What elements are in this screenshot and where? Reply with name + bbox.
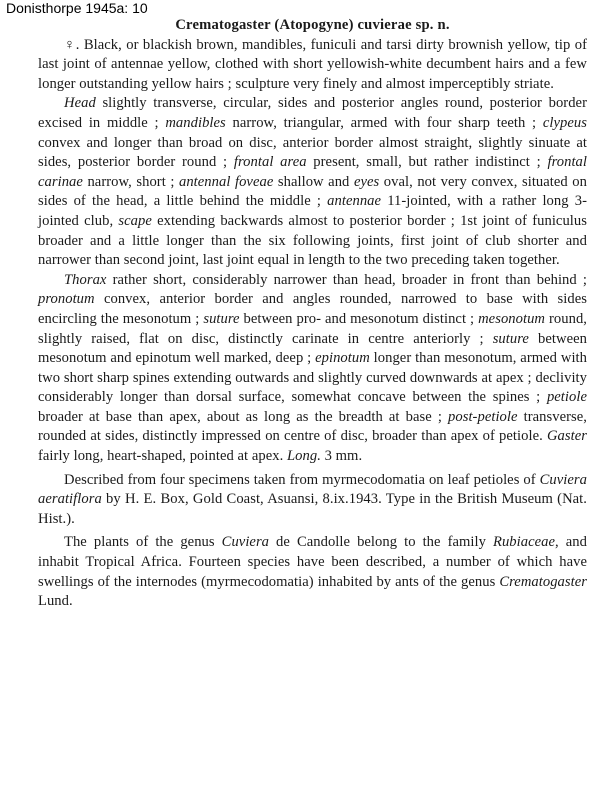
text-run: longer than mesonotum, armed with two short sharp spines extending outwards and slightly curved downwards at apex ; declivity considerably longer than dorsal surface, somewhat concave between the spines ; — [38, 350, 588, 406]
italic-term: epinotum — [315, 350, 370, 367]
italic-term: suture — [492, 330, 529, 347]
text-run: oval, not very convex, situated on sides of the head, a little behind the middle ; — [38, 173, 587, 210]
text-run: 3 mm. — [320, 448, 363, 465]
text-run: narrow, short ; — [82, 173, 179, 190]
italic-term: Thorax — [64, 271, 107, 288]
paragraph-head — [38, 94, 587, 270]
italic-term: post-petiole — [448, 408, 518, 425]
paragraph-thorax — [38, 271, 587, 467]
italic-term: mesonotum — [478, 310, 546, 327]
text-run: between mesonotum and epinotum well marked, deep ; — [38, 330, 587, 367]
species-description — [38, 16, 587, 612]
text-run: The plants of the genus — [64, 534, 222, 551]
text-run: present, small, but rather indistinct ; — [306, 154, 548, 171]
italic-term: Cuviera — [221, 534, 270, 551]
italic-term: scape — [118, 212, 152, 229]
paragraph-diagnosis — [38, 36, 587, 95]
text-run: 11-jointed, with a rather long 3-jointed club, — [38, 193, 587, 229]
text-run: fairly long, heart-shaped, pointed at apex. — [38, 448, 287, 465]
text-run: ♀. Black, or blackish brown, mandibles, funiculi and tarsi dirty brownish yellow, tip of last joint of antennae yellow, clothed with short yellowish-white decumbent hairs and a few longer outstanding yellow hairs ; sculpture very finely and almost imperceptibly striate. — [38, 36, 587, 92]
text-run: convex and longer than broad on disc, anterior border almost straight, slightly sinuate at sides, posterior border round ; — [38, 134, 587, 171]
text-run: transverse, rounded at sides, distinctly impressed on centre of disc, broader than apex of petiole. — [38, 408, 587, 445]
text-run: rather short, considerably narrower than head, broader in front than behind ; — [106, 271, 587, 288]
italic-term: Crematogaster — [499, 573, 587, 590]
text-run: Described from four specimens taken from myrmecodomatia on leaf petioles of — [64, 471, 540, 488]
italic-term: antennae — [327, 193, 382, 210]
paragraph-remarks — [38, 533, 587, 611]
text-run: , and inhabit Tropical Africa. Fourteen species have been described, a number of which have swellings of the internodes (myrmecodomatia) inhabited by ants of the genus — [38, 534, 587, 590]
italic-term: mandibles — [165, 114, 226, 131]
italic-term: clypeus — [542, 114, 587, 131]
italic-term: Rubiaceae — [493, 534, 556, 551]
text-run: narrow, triangular, armed with four sharp teeth ; — [225, 114, 543, 131]
species-title: Crematogaster (Atopogyne) cuvierae sp. n. — [175, 17, 450, 33]
text-run: convex, anterior border and angles rounded, narrowed to base with sides encircling the mesonotum ; — [38, 291, 587, 327]
text-run: de Candolle belong to the family — [269, 534, 493, 551]
italic-term: petiole — [546, 389, 587, 406]
italic-term: Cuviera aeratiflora — [38, 471, 587, 508]
italic-term: frontal carinae — [38, 154, 588, 190]
italic-term: suture — [203, 310, 240, 327]
paragraph-material — [38, 471, 587, 530]
text-run: round, slightly raised, flat on disc, distinctly carinate in centre anteriorly ; — [38, 310, 587, 347]
italic-term: frontal area — [233, 154, 307, 171]
text-run: Lund. — [38, 593, 73, 610]
text-run: broader at base than apex, about as long as the breadth at base ; — [38, 408, 449, 425]
text-run: slightly transverse, circular, sides and posterior angles round, posterior border excised in middle ; — [38, 95, 587, 131]
italic-term: Head — [64, 95, 96, 112]
text-run: shallow and — [273, 173, 354, 190]
text-run: extending backwards almost to posterior border ; 1st joint of funiculus broader and a little longer than the six following joints, first joint of club shorter and narrower than second joint, last joint equal in length to the two preceding taken together. — [38, 212, 587, 269]
italic-term: Gaster — [546, 428, 587, 445]
italic-term: pronotum — [38, 291, 95, 308]
text-run: between pro- and mesonotum distinct ; — [239, 310, 479, 327]
italic-term: eyes — [353, 173, 380, 190]
text-run: by H. E. Box, Gold Coast, Asuansi, 8.ix.1943. Type in the British Museum (Nat. Hist.). — [38, 491, 587, 527]
italic-term: Long. — [287, 448, 321, 465]
italic-term: antennal foveae — [178, 173, 274, 190]
page-caption: Donisthorpe 1945a: 10 — [6, 0, 148, 16]
